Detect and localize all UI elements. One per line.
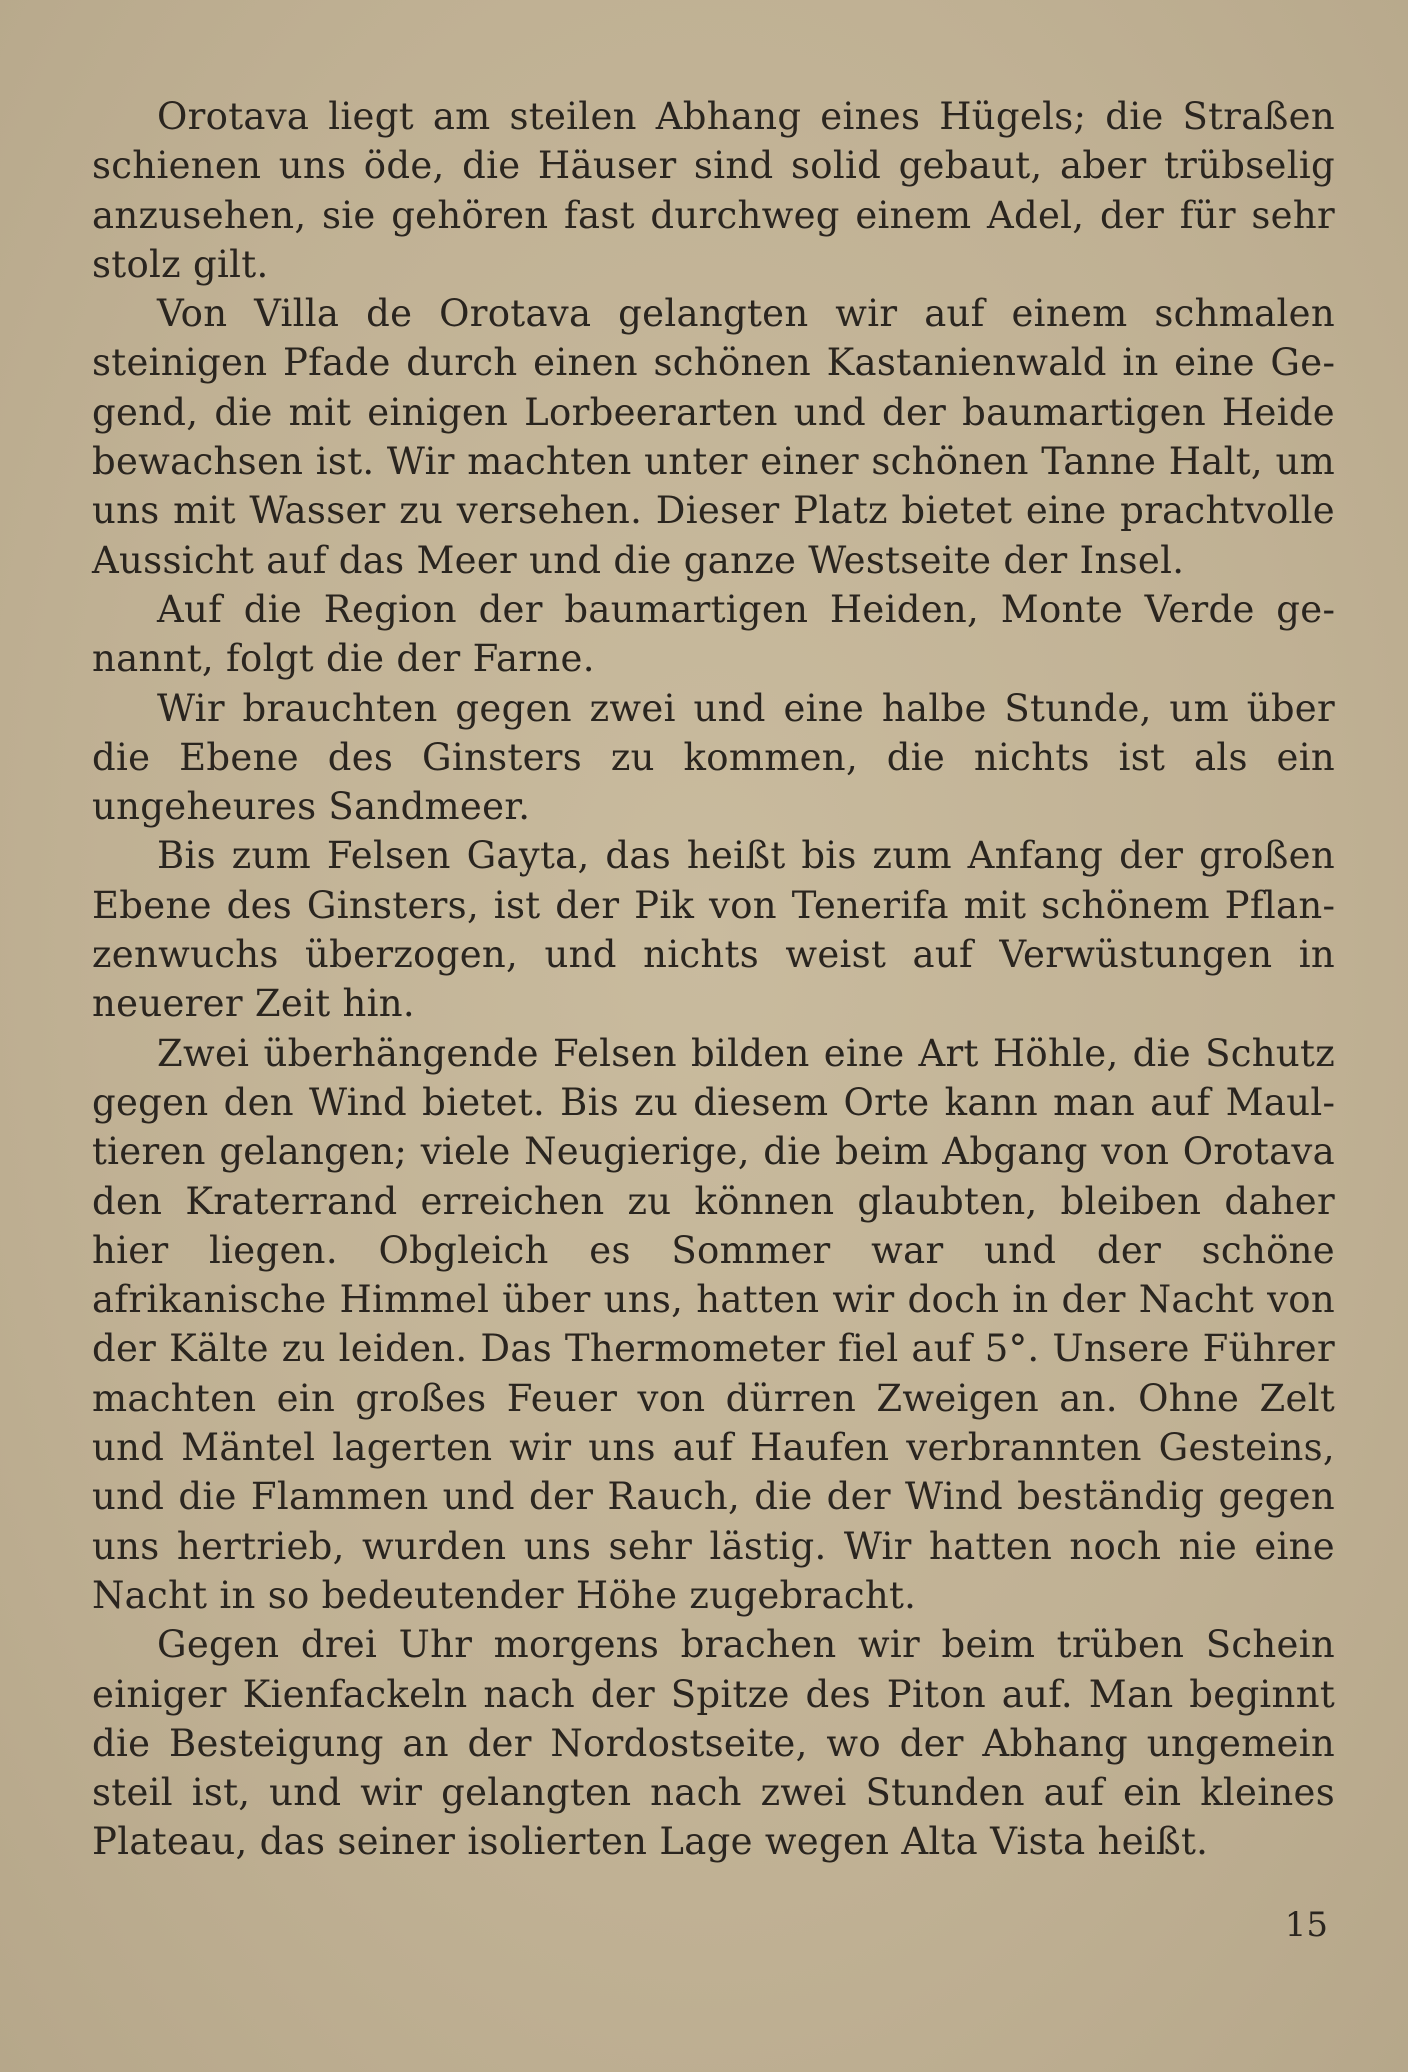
paragraph-2: Von Villa de Orotava gelangten wir auf einem schmalen steinigen Pfade durch einen schönen Kastanienwald in eine Gegend, die mit einigen Lorbeerarten und der baumartigen Heide bewachsen ist. Wir machten unter einer schönen Tanne Halt, um uns mit Wasser zu versehen. Dieser Platz bietet eine prachtvolle Aussicht auf das Meer und die ganze Westseite der Insel. [92, 292, 1335, 582]
paragraph-1: Orotava liegt am steilen Abhang eines Hügels; die Straßen schienen uns öde, die Häuser sind solid gebaut, aber trübselig anzusehen, sie gehören fast durchweg einem Adel, der für sehr stolz gilt. [92, 95, 1335, 286]
paragraph-7: Gegen drei Uhr morgens brachen wir beim trüben Schein einiger Kienfackeln nach der Spitze des Piton auf. Man beginnt die Besteigung an der Nordostseite, wo der Abhang ungemein steil ist, und wir gelangten nach zwei Stunden auf ein kleines Plateau, das seiner isolierten Lage wegen Alta Vista heißt. [92, 1623, 1335, 1864]
paragraph-3: Auf die Region der baumartigen Heiden, Monte Verde genannt, folgt die der Farne. [92, 587, 1335, 681]
paragraph-6: Zwei überhängende Felsen bilden eine Art Höhle, die Schutz gegen den Wind bietet. Bis zu diesem Orte kann man auf Maultieren gelangen; viele Neugierige, die beim Abgang von Orotava den Kraterrand erreichen zu können glaubten, bleiben daher hier liegen. Obgleich es Sommer war und der schöne afrikanische Himmel über uns, hatten wir doch in der Nacht von der Kälte zu leiden. Das Thermometer fiel auf 5°. Unsere Führer machten ein großes Feuer von dürren Zweigen an. Ohne Zelt und Mäntel lagerten wir uns auf Haufen verbrannten Gesteins, und die Flammen und der Rauch, die der Wind beständig gegen uns hertrieb, wurden uns sehr lästig. Wir hatten noch nie eine Nacht in so bedeutender Höhe zugebracht. [92, 1031, 1335, 1617]
paragraph-4: Wir brauchten gegen zwei und eine halbe Stunde, um über die Ebene des Ginsters zu kommen, die nichts ist als ein ungeheures Sandmeer. [92, 686, 1335, 829]
page-body [92, 92, 1335, 1867]
paragraph-5: Bis zum Felsen Gayta, das heißt bis zum Anfang der großen Ebene des Ginsters, ist der Pik von Tenerifa mit schönem Pflanzenwuchs überzogen, und nichts weist auf Verwüstungen in neuerer Zeit hin. [92, 834, 1335, 1026]
page-number: 15 [1284, 1905, 1328, 1945]
